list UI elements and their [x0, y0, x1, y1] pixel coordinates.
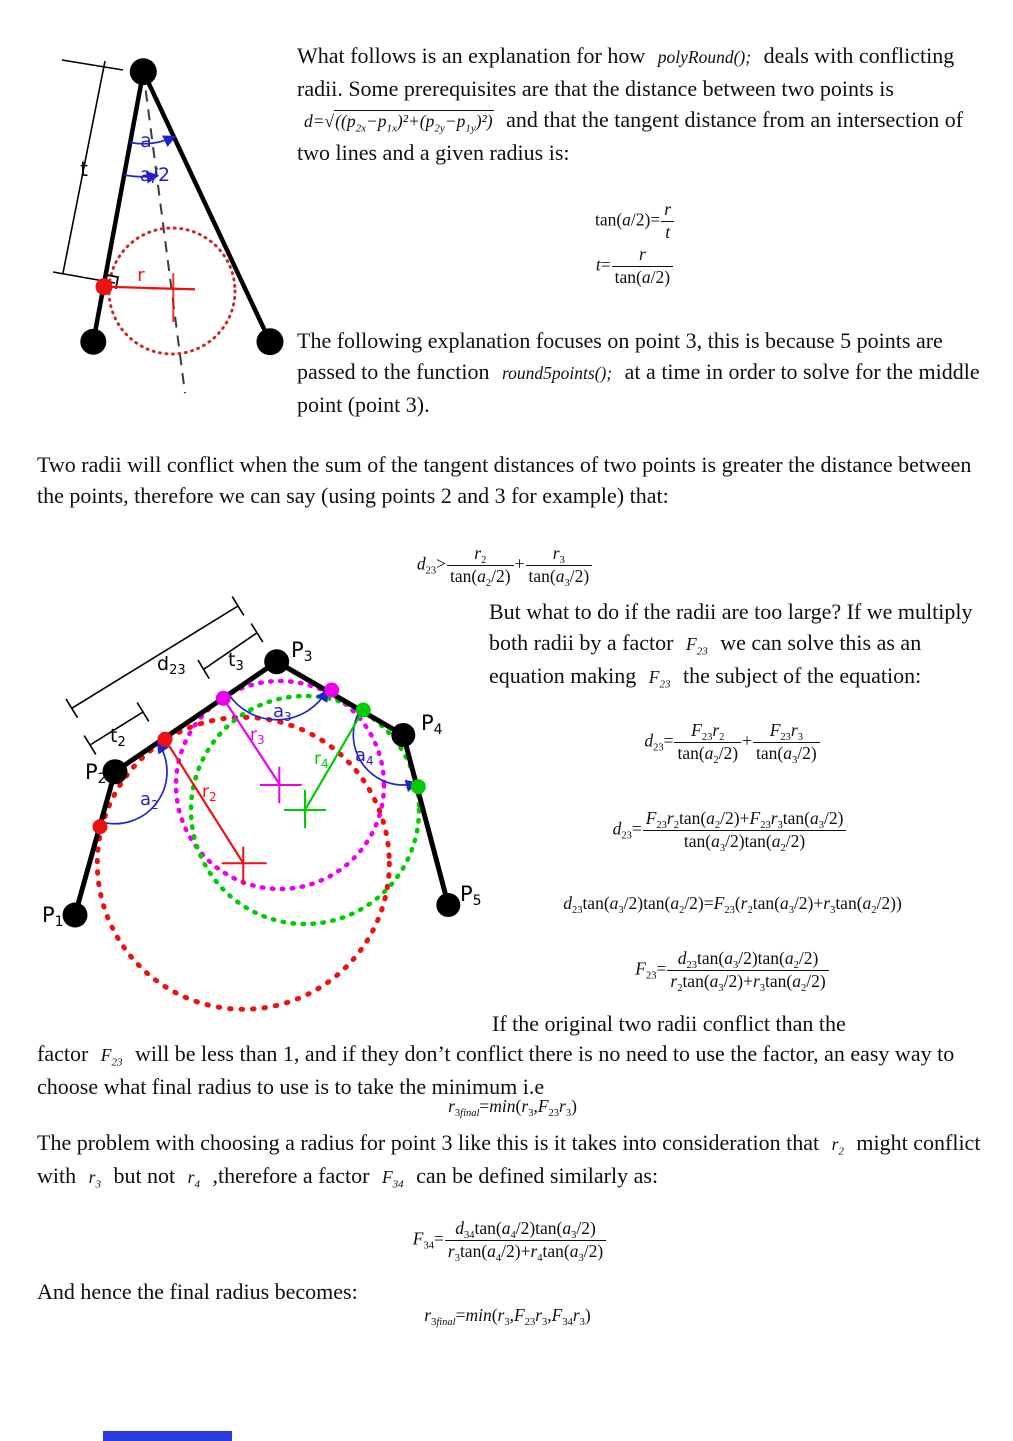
conflict-paragraph: Two radii will conflict when the sum of the tangent distances of two points is greater the distance between the points, therefore we can say (using points 2 and 3 for example) that: [37, 452, 972, 508]
footer-blue-bar [103, 1431, 232, 1441]
magenta-tangent-dot-2 [324, 683, 339, 698]
t3-label: $t_3$ [228, 649, 244, 674]
red-tangent-dot-2 [158, 732, 173, 747]
t-label: t [80, 157, 88, 181]
equation-r3final-min2: $r_{3final}=\min(r_3,F_{23}r_3)$ [448, 1096, 577, 1120]
r4-label: $r_4$ [314, 749, 329, 771]
final-radius-paragraph: And hence the final radius becomes: [37, 1279, 358, 1304]
equation-d23-cleared: $d_{23}\tan(a_3/2)\tan(a_2/2)=F_{23}(r_2\tan(a_3/2)+r_3\tan(a_2/2))$ [563, 893, 902, 917]
red-tangent-dot-1 [93, 819, 108, 834]
d23-label: $d_{23}$ [157, 653, 186, 678]
left-end-dot [80, 329, 106, 355]
p4-dot [391, 723, 415, 747]
p5-label: P5 [460, 882, 482, 909]
green-tangent-dot-2 [411, 779, 426, 794]
a-half-label: a/2 [139, 164, 171, 186]
a3-label: $a_3$ [273, 701, 292, 724]
p3-dot [264, 649, 289, 674]
a2-label: $a_2$ [140, 789, 159, 812]
equation-d23-inequality: $d_{23}>$ $\frac{r_2}{\tan(a_2/2)}$ + $\frac{r_3}{\tan(a_3/2)}$ [355, 543, 655, 588]
centre-cross-h [148, 288, 195, 289]
r-label: r [137, 265, 145, 286]
conflict-result-rest: factor $F_{23}$ will be less than 1, and if they don’t conflict there is no need to use the factor, an easy way to choose what final radius to use is to take the minimum i.e [37, 1041, 955, 1099]
right-edge [143, 72, 270, 342]
tangent-point-dot [96, 278, 113, 295]
focus-paragraph: The following explanation focuses on point 3, this is because 5 points are passed to the function round5points(); at a time in order to solve for the middle point (point 3). [297, 328, 980, 417]
equation-f23: $F_{23}=$ $\frac{d_{23}\tan(a_3/2)\tan(a_2/2)}{r_2\tan(a_3/2)+r_3\tan(a_2/2)}$ [590, 948, 875, 993]
p3-label: P3 [291, 638, 313, 665]
p5-dot [436, 893, 460, 917]
vertex-dot [130, 58, 157, 85]
tangent-angle-diagram [30, 40, 320, 440]
p2-label: P2 [85, 760, 107, 787]
a4-label: $a_4$ [355, 745, 374, 768]
p1-dot [63, 903, 88, 928]
polyline-fillet-diagram [30, 590, 510, 1040]
p1-label: P1 [42, 903, 64, 930]
equation-f34: $F_{34}=$ $\frac{d_{34}\tan(a_4/2)\tan(a_3/2)}{r_3\tan(a_4/2)+r_4\tan(a_3/2)}$ [370, 1218, 650, 1263]
magenta-centre-cross [260, 767, 302, 804]
t2-label: $t_2$ [110, 725, 126, 750]
green-centre-cross [284, 790, 326, 828]
a-label: a [140, 130, 152, 152]
left-edge [93, 72, 143, 342]
conflict-result-line1: If the original two radii conflict than the [492, 1011, 846, 1036]
factor-paragraph: But what to do if the radii are too large? If we multiply both radii by a factor $F_{23}$ we can solve this as an equation making $F_{23}$ the subject of the equation: [489, 599, 973, 691]
equation-r3final-min3: $r_{3final}=\min(r_3,F_{23}r_3,F_{34}r_3)$ [424, 1305, 591, 1329]
equation-d23-combined: $d_{23}=$ $\frac{F_{23}r_2\tan(a_2/2)+F_{23}r_3\tan(a_3/2)}{\tan(a_3/2)\tan(a_2/2)}$ [565, 808, 895, 853]
polyline-p1-p5 [75, 662, 448, 915]
equation-d23-factored: $d_{23}=$ $\frac{F_{23}r_2}{\tan(a_2/2)}$ + $\frac{F_{23}r_3}{\tan(a_3/2)}$ [600, 720, 865, 765]
r3-label: $r_3$ [250, 725, 265, 747]
equation-t: t= $\frac{r}{\tan(a/2)}$ [540, 244, 730, 289]
problem-paragraph: The problem with choosing a radius for point 3 like this is it takes into consideration that $r_2$ might conflict with $r_3$ but not $r_4$ ,therefore a factor $F_{34}$ can be defined similarly as: [37, 1130, 981, 1191]
fillet-circle-dotted [109, 228, 235, 354]
green-tangent-dot-1 [356, 703, 371, 718]
magenta-tangent-dot-1 [216, 691, 231, 706]
p4-label: P4 [421, 711, 443, 738]
r2-label: $r_2$ [202, 782, 217, 804]
right-end-dot [257, 328, 284, 355]
intro-paragraph: What follows is an explanation for how polyRound(); deals with conflicting radii. Some prerequisites are that the distance between two points is $d=√((p_{2x}-p_{1x})^2+(p_{2y}-p_{1y})^2)$ and that the tangent distance from an intersection of two lines and a given radius is: [297, 43, 964, 165]
equation-tan: tan(a/2)= $\frac{r}{t}$ [540, 199, 730, 244]
red-centre-cross [222, 847, 267, 885]
